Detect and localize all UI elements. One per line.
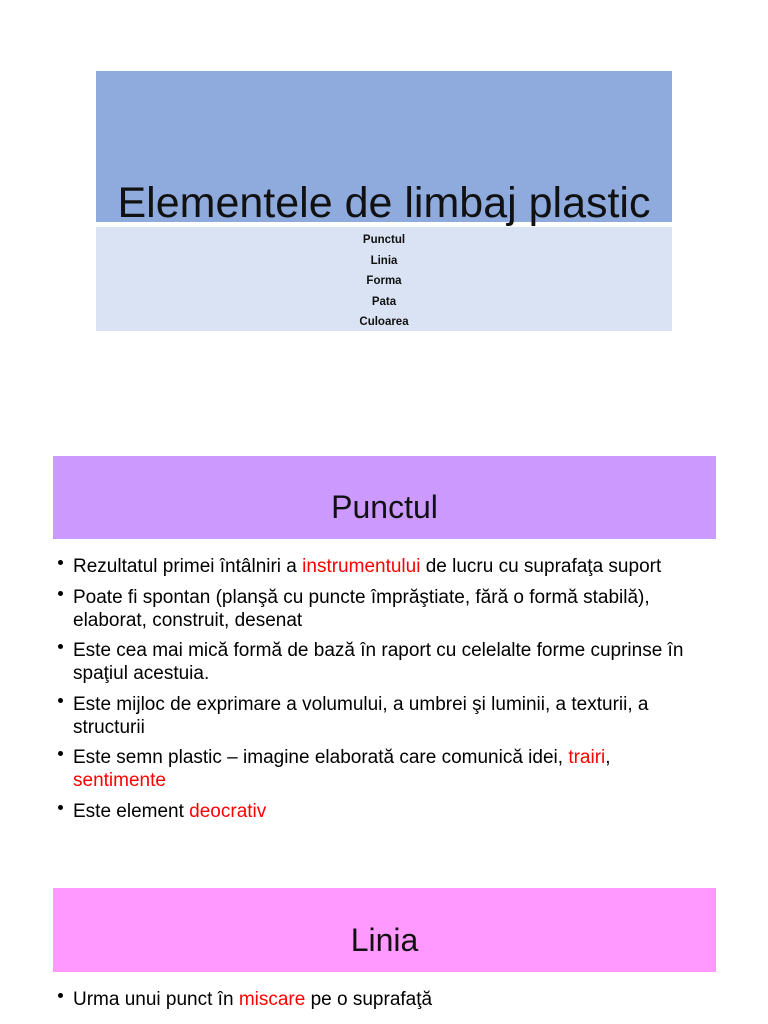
text-segment: Este semn plastic – imagine elaborată care comunică idei, (73, 747, 569, 768)
text-segment: pe o suprafaţă (305, 989, 433, 1010)
text-segment: Este cea mai mică formă de bază în raport cu celelalte forme cuprinse în (73, 640, 684, 661)
slide-title: Elementele de limbaj plastic (117, 179, 651, 227)
subtitle-item-forma: Forma (366, 275, 402, 287)
highlighted-term: sentimente (73, 770, 166, 791)
subtitle-item-culoarea: Culoarea (359, 316, 409, 328)
bullet-marker (58, 993, 63, 998)
linia-bullet-list (53, 988, 716, 1019)
title-band (96, 71, 672, 227)
text-segment: spaţiul acestuia. (73, 663, 210, 684)
bullet-marker (58, 591, 63, 596)
bullet-marker (58, 698, 63, 703)
linia-heading: Linia (350, 922, 419, 958)
text-segment: elaborat, construit, desenat (73, 609, 303, 631)
bullet-marker (58, 751, 63, 756)
text-segment: structurii (73, 716, 145, 738)
punctul-heading-band (53, 456, 716, 539)
subtitle-item-linia: Linia (370, 254, 398, 267)
bullet-line (73, 746, 716, 769)
bullet-line (73, 639, 716, 662)
bullet-line (73, 800, 716, 823)
subtitle-list (96, 230, 672, 333)
bullet-line (73, 609, 716, 632)
text-segment: Este mijloc de exprimare a volumului, a umbrei şi luminii, a texturii, a (73, 693, 649, 715)
highlighted-term: trairi (568, 747, 606, 768)
text-segment: Poate fi spontan (planşă cu puncte împrăştiate, fără o formă stabilă), (73, 586, 650, 608)
text-segment: Este element (73, 800, 190, 822)
bullet-item (53, 800, 716, 823)
bullet-item (53, 988, 716, 1011)
bullet-marker (58, 805, 63, 810)
linia-heading-band (53, 888, 716, 972)
bullet-line (73, 988, 716, 1011)
bullet-marker (58, 644, 63, 649)
text-segment: , (605, 747, 611, 768)
bullet-item (53, 693, 716, 739)
subtitle-item-pata: Pata (371, 295, 397, 308)
highlighted-term: instrumentului (302, 556, 421, 577)
bullet-line (73, 555, 716, 578)
bullet-line (73, 769, 716, 792)
bullet-item (53, 586, 716, 632)
bullet-line (73, 716, 716, 739)
highlighted-term: miscare (238, 989, 306, 1010)
subtitle-band (96, 227, 672, 331)
highlighted-term: deocrativ (189, 800, 267, 822)
punctul-heading: Punctul (331, 489, 438, 525)
bullet-item (53, 639, 716, 685)
bullet-item (53, 746, 716, 792)
bullet-line (73, 693, 716, 716)
bullet-line (73, 662, 716, 685)
punctul-bullet-list (53, 555, 716, 830)
subtitle-item-punctul: Punctul (362, 234, 406, 246)
bullet-marker (58, 560, 63, 565)
text-segment: de lucru cu suprafaţa suport (420, 556, 662, 577)
bullet-line (73, 586, 716, 609)
text-segment: Urma unui punct în (73, 989, 239, 1010)
text-segment: Rezultatul primei întâlniri a (73, 556, 303, 577)
bullet-item (53, 555, 716, 578)
